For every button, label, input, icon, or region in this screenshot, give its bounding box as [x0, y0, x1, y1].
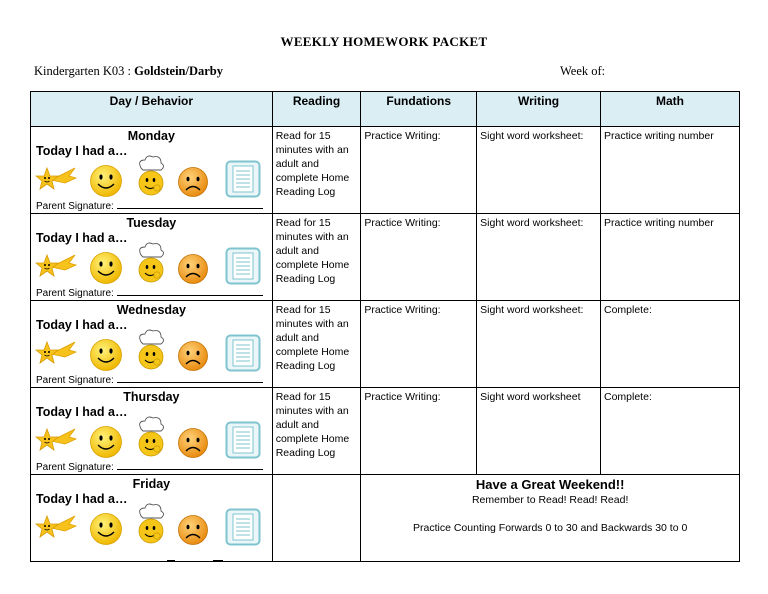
reading-cell-text: Read for 15 minutes with an adult and complete Home Reading Log — [275, 217, 350, 285]
header-writing: Writing — [477, 92, 601, 127]
reading-cell-text: Read for 15 minutes with an adult and complete Home Reading Log — [275, 130, 350, 198]
shooting-star-icon[interactable] — [35, 166, 77, 196]
reading-cell — [272, 127, 361, 214]
sad-face-icon[interactable] — [177, 253, 209, 285]
shooting-star-icon[interactable] — [35, 340, 77, 370]
happy-face-icon[interactable] — [89, 512, 123, 546]
weekend-counting: Practice Counting Forwards 0 to 30 and Backwards 30 to 0 — [413, 522, 688, 534]
behavior-icons — [31, 334, 272, 374]
parent-signature-label: Parent Signature: — [36, 288, 114, 299]
table-row — [31, 388, 740, 475]
writing-cell — [477, 127, 601, 214]
math-cell — [601, 388, 740, 475]
sad-face-icon[interactable] — [177, 514, 209, 546]
math-cell — [601, 214, 740, 301]
day-name: Friday — [132, 477, 171, 491]
math-cell — [601, 301, 740, 388]
fundations-cell — [361, 127, 477, 214]
parent-signature — [36, 286, 263, 299]
weekend-reminder: Remember to Read! Read! Read! — [471, 494, 629, 506]
writing-cell-text: Sight word worksheet: — [480, 130, 584, 142]
today-had-label: Today I had a… — [36, 405, 128, 419]
reading-cell-text: Read for 15 minutes with an adult and complete Home Reading Log — [275, 304, 350, 372]
header-day-behavior: Day / Behavior — [31, 92, 273, 127]
behavior-icons — [31, 247, 272, 287]
fundations-cell-text: Practice Writing: — [364, 217, 441, 229]
parent-signature-label: Parent Signature: — [36, 375, 114, 386]
weekend-title: Have a Great Weekend!! — [475, 477, 625, 492]
happy-face-icon[interactable] — [89, 338, 123, 372]
signature-line[interactable] — [117, 286, 263, 296]
fundations-cell-text: Practice Writing: — [364, 130, 441, 142]
day-name: Tuesday — [126, 216, 177, 230]
fundations-cell — [361, 301, 477, 388]
behavior-icons — [31, 421, 272, 461]
chef-face-icon[interactable] — [135, 328, 167, 374]
class-separator: : — [124, 64, 135, 78]
reading-cell — [272, 388, 361, 475]
table-row — [31, 214, 740, 301]
day-behavior-cell — [31, 127, 273, 214]
friday-underlines — [31, 560, 272, 561]
notepad-icon[interactable] — [225, 160, 261, 198]
signature-line[interactable] — [117, 460, 263, 470]
chef-face-icon[interactable] — [135, 502, 167, 548]
week-of-label: Week of: — [560, 64, 606, 78]
today-had-label: Today I had a… — [36, 318, 128, 332]
weekend-message-cell — [361, 475, 740, 562]
math-cell-text: Practice writing number — [604, 130, 714, 142]
class-info — [34, 64, 223, 79]
writing-cell-text: Sight word worksheet: — [480, 304, 584, 316]
math-cell-text: Practice writing number — [604, 217, 714, 229]
parent-signature — [36, 373, 263, 386]
writing-cell-text: Sight word worksheet — [480, 391, 581, 403]
math-cell — [601, 127, 740, 214]
signature-line[interactable] — [117, 373, 263, 383]
happy-face-icon[interactable] — [89, 251, 123, 285]
today-had-label: Today I had a… — [36, 231, 128, 245]
underline — [213, 560, 223, 561]
reading-cell — [272, 475, 361, 562]
math-cell-text: Complete: — [604, 304, 652, 316]
day-behavior-cell — [31, 475, 273, 562]
reading-cell-text: Read for 15 minutes with an adult and complete Home Reading Log — [275, 391, 350, 459]
writing-cell — [477, 388, 601, 475]
header-fundations: Fundations — [361, 92, 477, 127]
notepad-icon[interactable] — [225, 421, 261, 459]
day-name: Monday — [127, 129, 175, 143]
day-behavior-cell — [31, 214, 273, 301]
notepad-icon[interactable] — [225, 334, 261, 372]
day-name: Thursday — [123, 390, 180, 404]
fundations-cell-text: Practice Writing: — [364, 304, 441, 316]
sad-face-icon[interactable] — [177, 340, 209, 372]
signature-line[interactable] — [117, 199, 263, 209]
table-row-friday — [31, 475, 740, 562]
reading-cell — [272, 301, 361, 388]
fundations-cell-text: Practice Writing: — [364, 391, 441, 403]
writing-cell — [477, 214, 601, 301]
shooting-star-icon[interactable] — [35, 427, 77, 457]
happy-face-icon[interactable] — [89, 164, 123, 198]
table-header-row — [31, 92, 740, 127]
header-math: Math — [601, 92, 740, 127]
shooting-star-icon[interactable] — [35, 253, 77, 283]
parent-signature-label: Parent Signature: — [36, 462, 114, 473]
header-reading: Reading — [272, 92, 361, 127]
table-row — [31, 127, 740, 214]
chef-face-icon[interactable] — [135, 241, 167, 287]
class-label: Kindergarten K03 — [34, 64, 125, 78]
parent-signature — [36, 460, 263, 473]
sad-face-icon[interactable] — [177, 166, 209, 198]
table-row — [31, 301, 740, 388]
underline — [167, 560, 175, 561]
notepad-icon[interactable] — [225, 508, 261, 546]
math-cell-text: Complete: — [604, 391, 652, 403]
fundations-cell — [361, 214, 477, 301]
chef-face-icon[interactable] — [135, 415, 167, 461]
teacher-names: Goldstein/Darby — [134, 64, 224, 78]
happy-face-icon[interactable] — [89, 425, 123, 459]
day-behavior-cell — [31, 301, 273, 388]
today-had-label: Today I had a… — [36, 144, 128, 158]
behavior-icons — [31, 508, 272, 548]
today-had-label: Today I had a… — [36, 492, 128, 506]
parent-signature-label: Parent Signature: — [36, 201, 114, 212]
parent-signature — [36, 199, 263, 212]
notepad-icon[interactable] — [225, 247, 261, 285]
sad-face-icon[interactable] — [177, 427, 209, 459]
writing-cell-text: Sight word worksheet: — [480, 217, 584, 229]
day-behavior-cell — [31, 388, 273, 475]
day-name: Wednesday — [116, 303, 186, 317]
shooting-star-icon[interactable] — [35, 514, 77, 544]
fundations-cell — [361, 388, 477, 475]
chef-face-icon[interactable] — [135, 154, 167, 200]
writing-cell — [477, 301, 601, 388]
behavior-icons — [31, 160, 272, 200]
reading-cell — [272, 214, 361, 301]
page-title: WEEKLY HOMEWORK PACKET — [280, 34, 488, 49]
homework-table — [30, 91, 740, 562]
